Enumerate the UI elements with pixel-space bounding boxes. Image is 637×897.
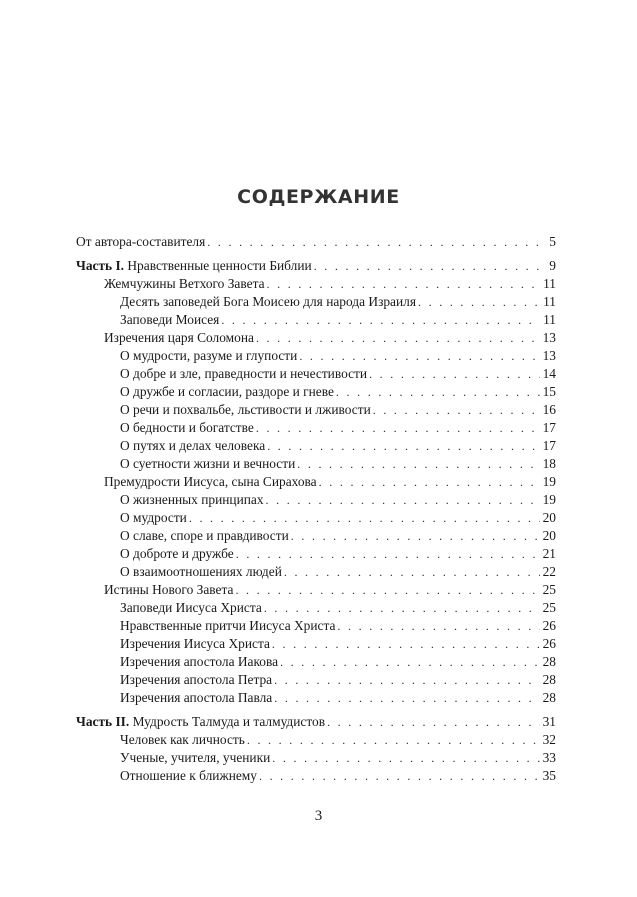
toc-entry-page: 14 (542, 366, 556, 381)
toc-entry-title: О суетности жизни и вечности (120, 456, 296, 471)
toc-entry[interactable] (76, 653, 556, 671)
toc-entry-page: 5 (549, 234, 556, 249)
toc-entry[interactable] (76, 419, 556, 437)
toc-entry-page: 26 (542, 618, 556, 633)
leader-dots (267, 275, 540, 293)
toc-entry-page: 31 (542, 714, 556, 729)
leader-dots (274, 671, 540, 689)
toc-entry-title: О речи и похвальбе, льстивости и лживости (120, 402, 371, 417)
leader-dots (319, 473, 540, 491)
toc-entry[interactable] (76, 383, 556, 401)
toc-entry-page: 16 (542, 402, 556, 417)
toc-entry-title: Жемчужины Ветхого Завета (104, 276, 265, 291)
leader-dots (189, 509, 540, 527)
toc-entry[interactable] (76, 581, 556, 599)
toc-entry-title: О славе, споре и правдивости (120, 528, 289, 543)
leader-dots (256, 419, 540, 437)
toc-entry[interactable] (76, 689, 556, 707)
toc-part-entry[interactable] (76, 713, 556, 731)
toc-entry[interactable] (76, 473, 556, 491)
toc-entry[interactable] (76, 275, 556, 293)
toc-entry-page: 13 (542, 348, 556, 363)
toc-entry-title: Изречения апостола Иакова (120, 654, 279, 669)
toc-entry[interactable] (76, 767, 556, 785)
leader-dots (272, 635, 540, 653)
part-label: Часть II. (76, 714, 130, 729)
toc-part-entry[interactable] (76, 257, 556, 275)
toc-entry[interactable] (76, 599, 556, 617)
page-title: СОДЕРЖАНИЕ (237, 186, 400, 208)
toc-entry-title: Человек как личность (120, 732, 245, 747)
leader-dots (418, 293, 540, 311)
leader-dots (336, 383, 540, 401)
toc-entry-title: О мудрости, разуме и глупости (120, 348, 298, 363)
toc-entry-title: Отношение к ближнему (120, 768, 257, 783)
leader-dots (280, 653, 540, 671)
toc-entry-page: 21 (542, 546, 556, 561)
toc-entry-title: О взаимоотношениях людей (120, 564, 282, 579)
toc-entry[interactable] (76, 527, 556, 545)
leader-dots (297, 455, 540, 473)
toc-entry-page: 26 (542, 636, 556, 651)
toc-entry[interactable] (76, 671, 556, 689)
toc-entry-title: Заповеди Иисуса Христа (120, 600, 262, 615)
leader-dots (221, 311, 540, 329)
toc-entry[interactable] (76, 455, 556, 473)
page-number: 3 (314, 808, 323, 824)
toc-entry-page: 11 (543, 276, 556, 291)
toc-entry-title: Десять заповедей Бога Моисею для народа Израиля (120, 294, 417, 309)
toc-entry[interactable] (76, 365, 556, 383)
leader-dots (337, 617, 540, 635)
toc-entry-title: Изречения царя Соломона (104, 330, 254, 345)
toc-entry[interactable] (76, 329, 556, 347)
toc-entry-title: Истины Нового Завета (104, 582, 234, 597)
toc-entry-page: 33 (542, 750, 556, 765)
toc-entry-title: От автора-составителя (76, 234, 206, 249)
toc-entry-page: 28 (542, 654, 556, 669)
toc-entry-page: 17 (542, 420, 556, 435)
toc-entry-title: Изречения апостола Павла (120, 690, 273, 705)
toc-entry-title: Изречения Иисуса Христа (120, 636, 270, 651)
toc-entry-page: 15 (542, 384, 556, 399)
toc-entry-page: 17 (542, 438, 556, 453)
toc-entry-page: 32 (542, 732, 556, 747)
leader-dots (207, 233, 540, 251)
toc-entry[interactable] (76, 545, 556, 563)
toc-entry-title: Заповеди Моисея (120, 312, 220, 327)
toc-entry-title: О добре и зле, праведности и нечестивости (120, 366, 368, 381)
toc-entry-title: Нравственные притчи Иисуса Христа (120, 618, 336, 633)
toc-entry-title: О доброте и дружбе (120, 546, 234, 561)
toc-entry-title: О мудрости (120, 510, 187, 525)
toc-entry-page: 35 (542, 768, 556, 783)
leader-dots (247, 731, 540, 749)
toc-entry-page: 25 (542, 600, 556, 615)
table-of-contents (76, 233, 556, 785)
toc-entry[interactable] (76, 491, 556, 509)
toc-entry-page: 19 (542, 492, 556, 507)
leader-dots (259, 767, 540, 785)
toc-entry[interactable] (76, 293, 556, 311)
toc-entry[interactable] (76, 617, 556, 635)
toc-entry-page: 11 (543, 294, 556, 309)
toc-entry-page: 28 (542, 690, 556, 705)
toc-entry-page: 25 (542, 582, 556, 597)
toc-entry-title: Премудрости Иисуса, сына Сирахова (104, 474, 317, 489)
leader-dots (314, 257, 540, 275)
leader-dots (236, 545, 540, 563)
toc-entry[interactable] (76, 749, 556, 767)
leader-dots (373, 401, 540, 419)
toc-entry[interactable] (76, 401, 556, 419)
toc-entry-title: О жизненных принципах (120, 492, 264, 507)
toc-entry-page: 20 (542, 528, 556, 543)
toc-entry-page: 13 (542, 330, 556, 345)
leader-dots (272, 749, 540, 767)
toc-entry[interactable] (76, 233, 556, 251)
part-label: Часть I. (76, 258, 125, 273)
toc-entry-page: 9 (549, 258, 556, 273)
leader-dots (369, 365, 540, 383)
leader-dots (291, 527, 540, 545)
leader-dots (299, 347, 540, 365)
toc-entry-page: 18 (542, 456, 556, 471)
leader-dots (256, 329, 540, 347)
leader-dots (327, 713, 540, 731)
toc-entry[interactable] (76, 347, 556, 365)
leader-dots (235, 581, 540, 599)
toc-entry[interactable] (76, 563, 556, 581)
leader-dots (267, 437, 540, 455)
toc-entry-title: О дружбе и согласии, раздоре и гневе (120, 384, 334, 399)
toc-entry-page: 19 (542, 474, 556, 489)
toc-entry-title: Изречения апостола Петра (120, 672, 273, 687)
toc-entry-title: Мудрость Талмуда и талмудистов (132, 714, 326, 729)
leader-dots (264, 599, 540, 617)
toc-entry[interactable] (76, 311, 556, 329)
leader-dots (284, 563, 540, 581)
toc-entry-title: О путях и делах человека (120, 438, 266, 453)
toc-entry-page: 22 (542, 564, 556, 579)
toc-entry-page: 20 (542, 510, 556, 525)
toc-entry-title: Нравственные ценности Библии (127, 258, 312, 273)
leader-dots (266, 491, 540, 509)
toc-entry-page: 11 (543, 312, 556, 327)
toc-entry-page: 28 (542, 672, 556, 687)
toc-entry-title: О бедности и богатстве (120, 420, 254, 435)
leader-dots (274, 689, 540, 707)
toc-entry[interactable] (76, 635, 556, 653)
toc-entry[interactable] (76, 437, 556, 455)
toc-entry[interactable] (76, 509, 556, 527)
toc-entry-title: Ученые, учителя, ученики (120, 750, 271, 765)
toc-entry[interactable] (76, 731, 556, 749)
